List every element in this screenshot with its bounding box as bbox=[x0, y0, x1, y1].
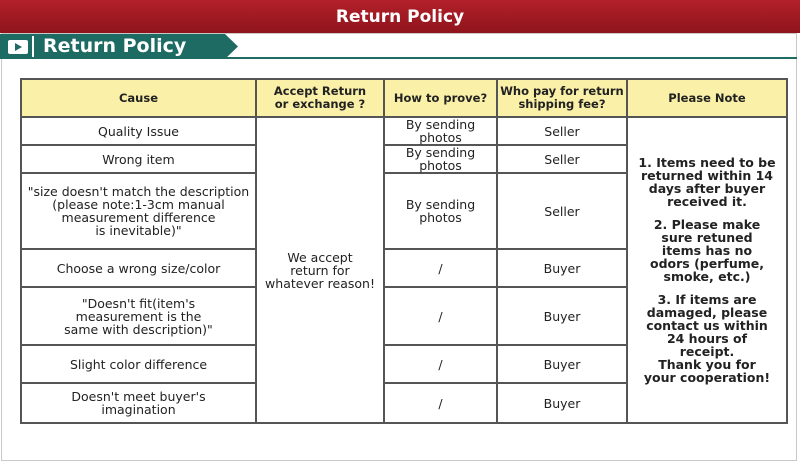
cause-cell: Wrong item bbox=[21, 145, 256, 173]
pays-cell: Buyer bbox=[497, 287, 627, 345]
header-accept: Accept Return or exchange ? bbox=[256, 79, 384, 117]
prove-cell: By sending photos bbox=[384, 145, 497, 173]
header-who-pays: Who pay for return shipping fee? bbox=[497, 79, 627, 117]
accept-cell: We accept return for whatever reason! bbox=[256, 117, 384, 423]
pays-cell: Seller bbox=[497, 173, 627, 249]
note-item-3: 3. If items are damaged, please contact us within 24 hours of receipt. bbox=[646, 292, 768, 359]
prove-cell: By sending photos bbox=[384, 117, 497, 145]
pays-cell: Buyer bbox=[497, 249, 627, 287]
prove-cell: / bbox=[384, 345, 497, 383]
note-item-2: 2. Please make sure retuned items has no odors (perfume, smoke, etc.) bbox=[650, 217, 764, 284]
pays-cell: Seller bbox=[497, 117, 627, 145]
return-policy-table bbox=[20, 78, 788, 424]
table-row bbox=[21, 117, 787, 145]
header-note: Please Note bbox=[627, 79, 787, 117]
prove-cell: / bbox=[384, 249, 497, 287]
note-item-1: 1. Items need to be returned within 14 days after buyer received it. bbox=[638, 155, 776, 209]
header-prove: How to prove? bbox=[384, 79, 497, 117]
cause-cell: Slight color difference bbox=[21, 345, 256, 383]
top-banner bbox=[0, 0, 800, 33]
cause-cell: "size doesn't match the description (please note:1-3cm manual measurement difference is inevitable)" bbox=[21, 173, 256, 249]
prove-cell: / bbox=[384, 383, 497, 423]
play-icon bbox=[8, 40, 28, 54]
banner-title: Return Policy bbox=[335, 6, 465, 27]
cause-cell: Quality Issue bbox=[21, 117, 256, 145]
header-cause: Cause bbox=[21, 79, 256, 117]
pays-cell: Buyer bbox=[497, 345, 627, 383]
note-thanks: Thank you for your cooperation! bbox=[643, 357, 771, 385]
pays-cell: Buyer bbox=[497, 383, 627, 423]
tab-divider bbox=[32, 36, 34, 57]
prove-cell: / bbox=[384, 287, 497, 345]
cause-cell: "Doesn't fit(item's measurement is the same with description)" bbox=[21, 287, 256, 345]
note-cell bbox=[627, 117, 787, 423]
cause-cell: Doesn't meet buyer's imagination bbox=[21, 383, 256, 423]
cause-cell: Choose a wrong size/color bbox=[21, 249, 256, 287]
pays-cell: Seller bbox=[497, 145, 627, 173]
prove-cell: By sending photos bbox=[384, 173, 497, 249]
table-header-row bbox=[21, 79, 787, 117]
section-title: Return Policy bbox=[43, 35, 187, 57]
